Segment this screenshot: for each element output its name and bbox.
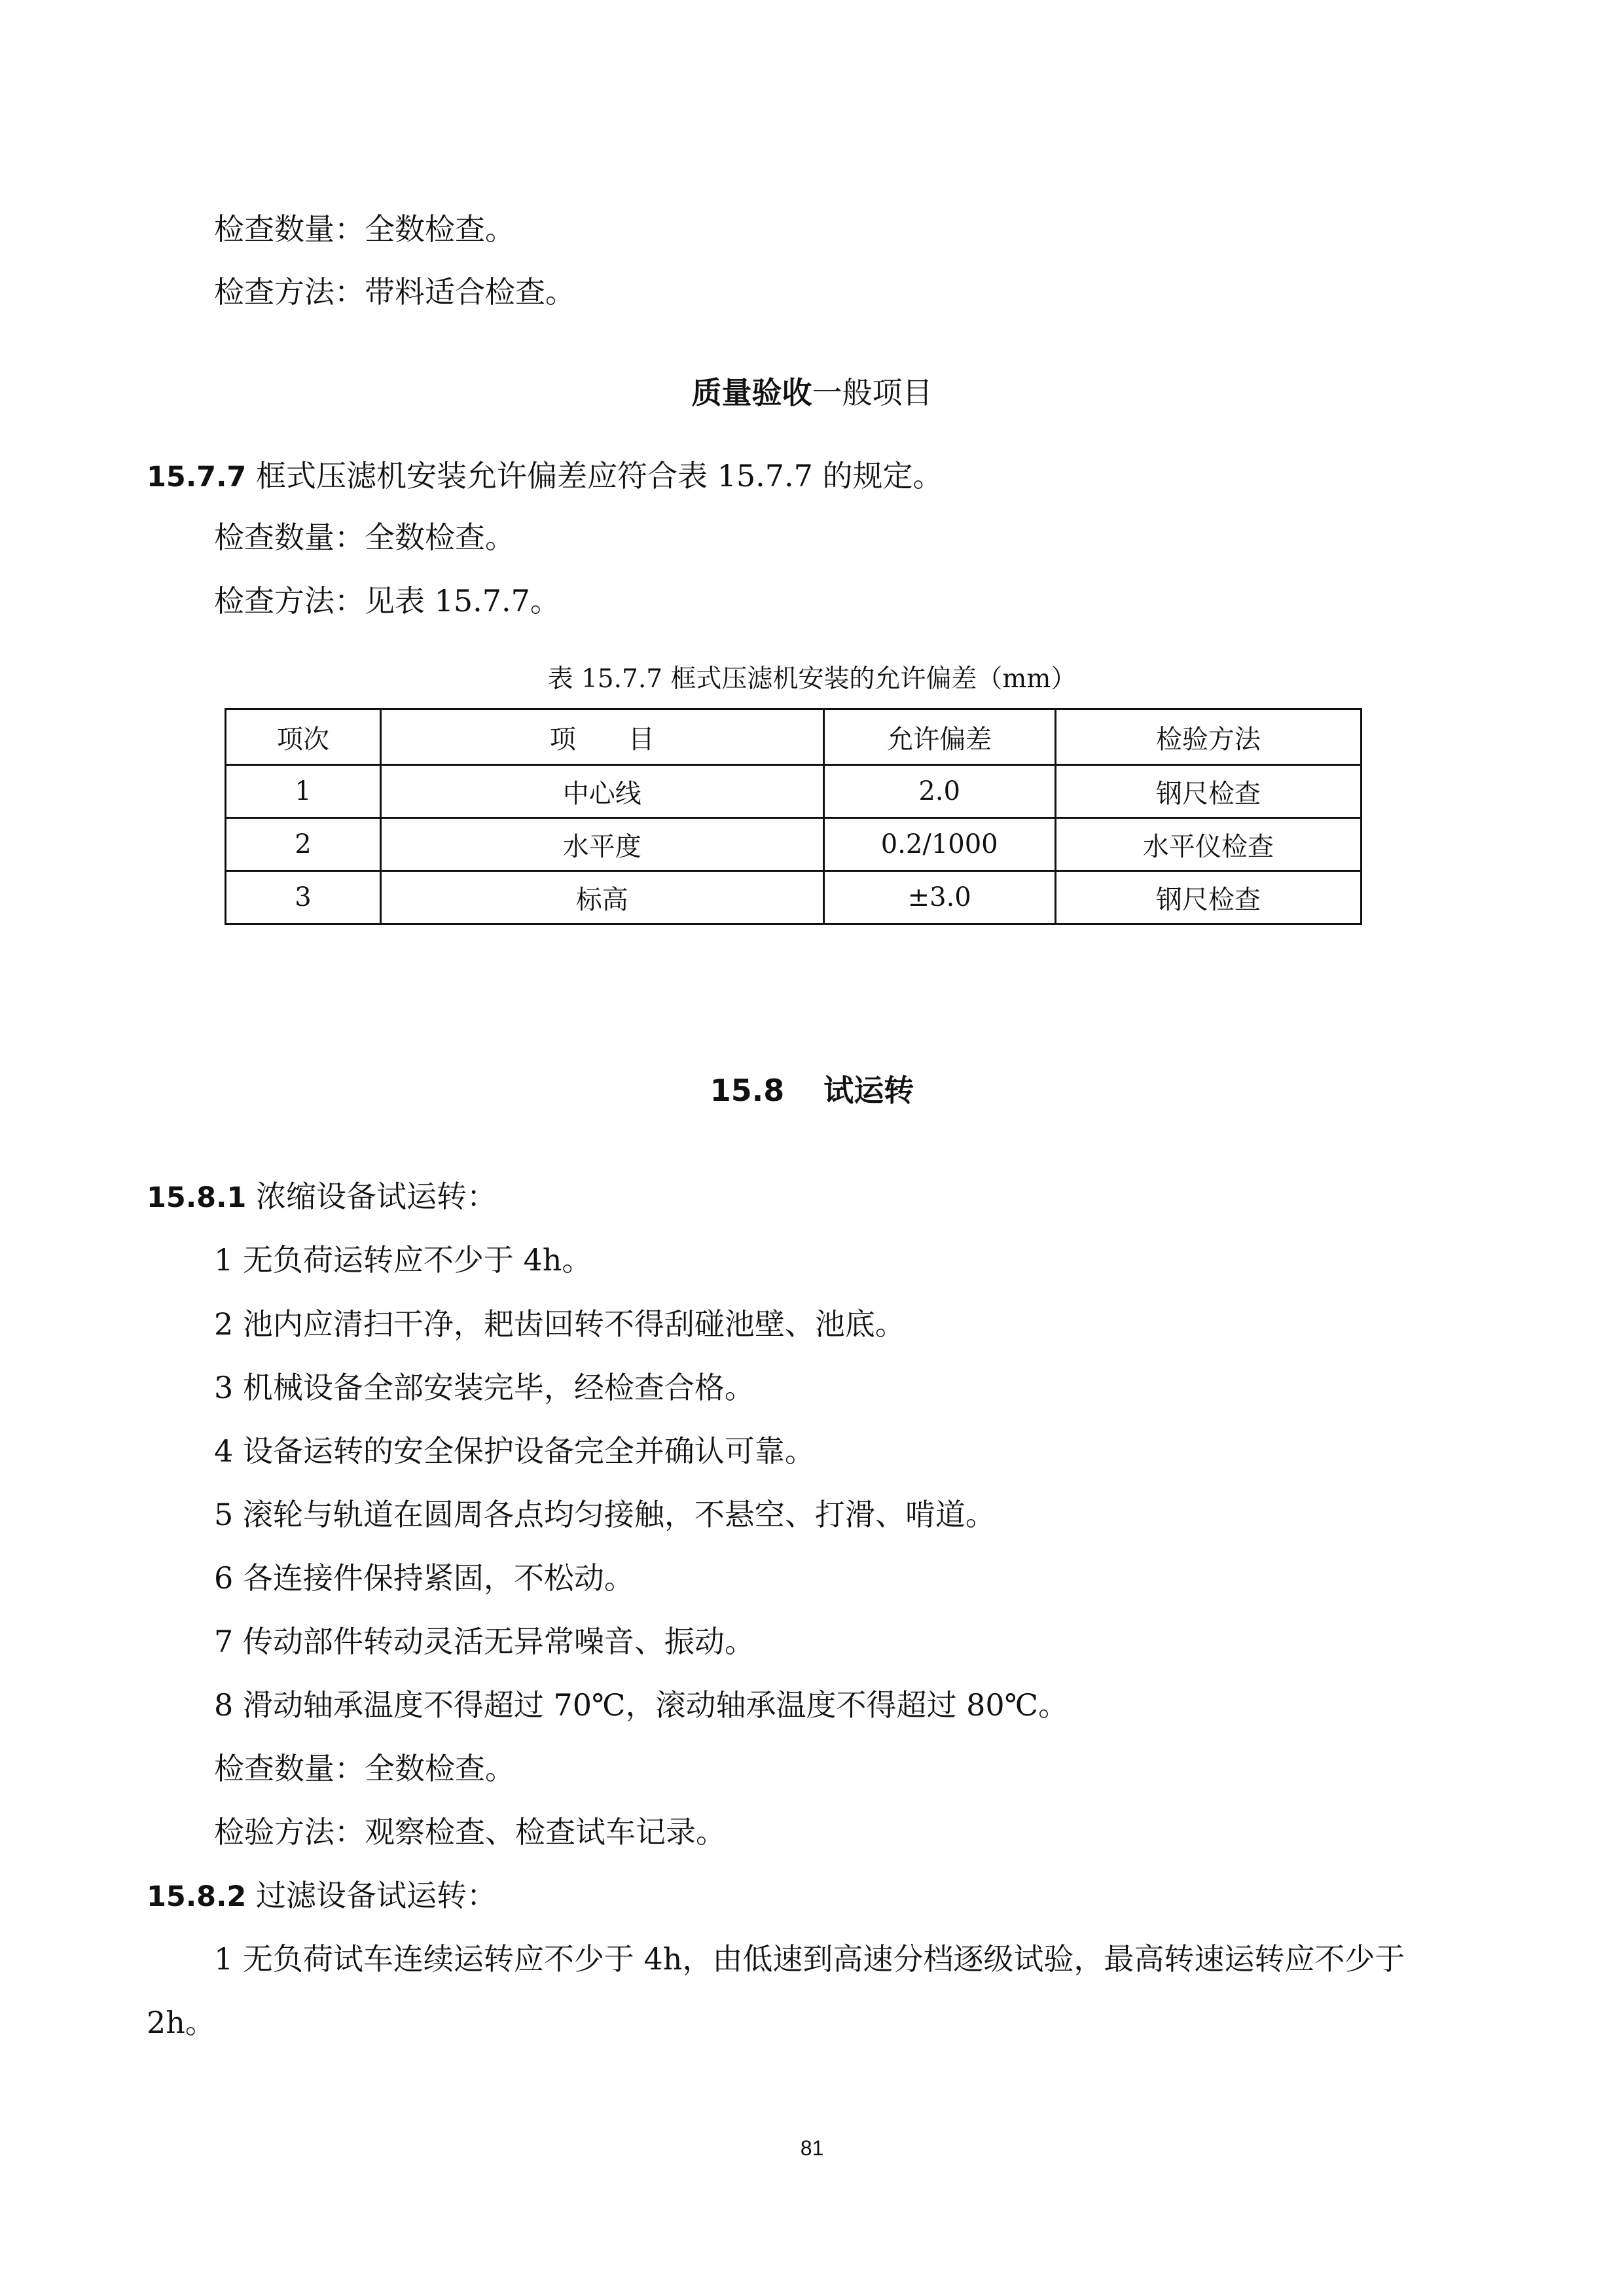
cell-method: 钢尺检查 [1055, 765, 1361, 818]
list-item: 4 设备运转的安全保护设备完全并确认可靠。 [214, 1433, 815, 1469]
section-number: 15.8 [710, 1073, 785, 1108]
clause-15-7-7-count: 检查数量：全数检查。 [214, 520, 515, 555]
cell-index: 3 [226, 871, 381, 924]
list-item: 1 无负荷运转应不少于 4h。 [214, 1242, 592, 1278]
cell-index: 1 [226, 765, 381, 818]
header-cell-tolerance: 允许偏差 [823, 709, 1055, 765]
table-row [226, 818, 1362, 871]
subheading-general-items [0, 373, 1624, 412]
table-header-row [226, 709, 1362, 765]
cell-item: 中心线 [380, 765, 823, 818]
tolerance-table [225, 708, 1362, 925]
subheading-bold-part: 质量验收 [691, 375, 812, 410]
clause-text: 浓缩设备试运转： [255, 1179, 497, 1214]
clause-15-8-1-method: 检验方法：观察检查、检查试车记录。 [214, 1814, 726, 1850]
header-cell-method: 检验方法 [1055, 709, 1361, 765]
clause-number: 15.8.1 [147, 1181, 247, 1214]
list-item: 1 无负荷试车连续运转应不少于 4h，由低速到高速分档逐级试验，最高转速运转应不少于 [214, 1941, 1405, 1977]
clause-text: 过滤设备试运转： [255, 1878, 497, 1913]
clause-15-7-7-method: 检查方法：见表 15.7.7。 [214, 583, 560, 619]
list-item: 8 滑动轴承温度不得超过 70℃，滚动轴承温度不得超过 80℃。 [214, 1687, 1069, 1723]
cell-item: 水平度 [380, 818, 823, 871]
clause-15-7-7 [147, 456, 943, 497]
page-number: 81 [800, 2136, 824, 2160]
list-item: 7 传动部件转动灵活无异常噪音、振动。 [214, 1624, 755, 1659]
list-item: 5 滚轮与轨道在圆周各点均匀接触，不悬空、打滑、啃道。 [214, 1497, 996, 1532]
header-cell-item: 项 目 [380, 709, 823, 765]
cell-tolerance: 2.0 [823, 765, 1055, 818]
table-row [226, 765, 1362, 818]
cell-method: 水平仪检查 [1055, 818, 1361, 871]
clause-15-8-2 [147, 1876, 497, 1916]
clause-number: 15.7.7 [147, 461, 247, 493]
list-item: 6 各连接件保持紧固，不松动。 [214, 1560, 634, 1596]
list-item-continuation: 2h。 [147, 2005, 215, 2040]
cell-tolerance: ±3.0 [823, 871, 1055, 924]
clause-15-8-1-count: 检查数量：全数检查。 [214, 1751, 515, 1786]
table-caption: 表 15.7.7 框式压滤机安装的允许偏差（mm） [547, 664, 1077, 694]
list-item: 2 池内应清扫干净，耙齿回转不得刮碰池壁、池底。 [214, 1306, 905, 1342]
inspection-method-line: 检查方法：带料适合检查。 [214, 274, 575, 310]
inspection-count-line: 检查数量：全数检查。 [214, 211, 515, 247]
table-row [226, 871, 1362, 924]
cell-item: 标高 [380, 871, 823, 924]
header-cell-index: 项次 [226, 709, 381, 765]
clause-text: 框式压滤机安装允许偏差应符合表 15.7.7 的规定。 [255, 458, 943, 493]
cell-index: 2 [226, 818, 381, 871]
cell-tolerance: 0.2/1000 [823, 818, 1055, 871]
clause-15-8-1 [147, 1177, 497, 1217]
cell-method: 钢尺检查 [1055, 871, 1361, 924]
section-heading-15-8 [0, 1071, 1624, 1110]
clause-number: 15.8.2 [147, 1880, 247, 1913]
list-item: 3 机械设备全部安装完毕，经检查合格。 [214, 1370, 755, 1405]
section-title: 试运转 [823, 1073, 914, 1108]
subheading-normal-part: 一般项目 [812, 375, 933, 410]
